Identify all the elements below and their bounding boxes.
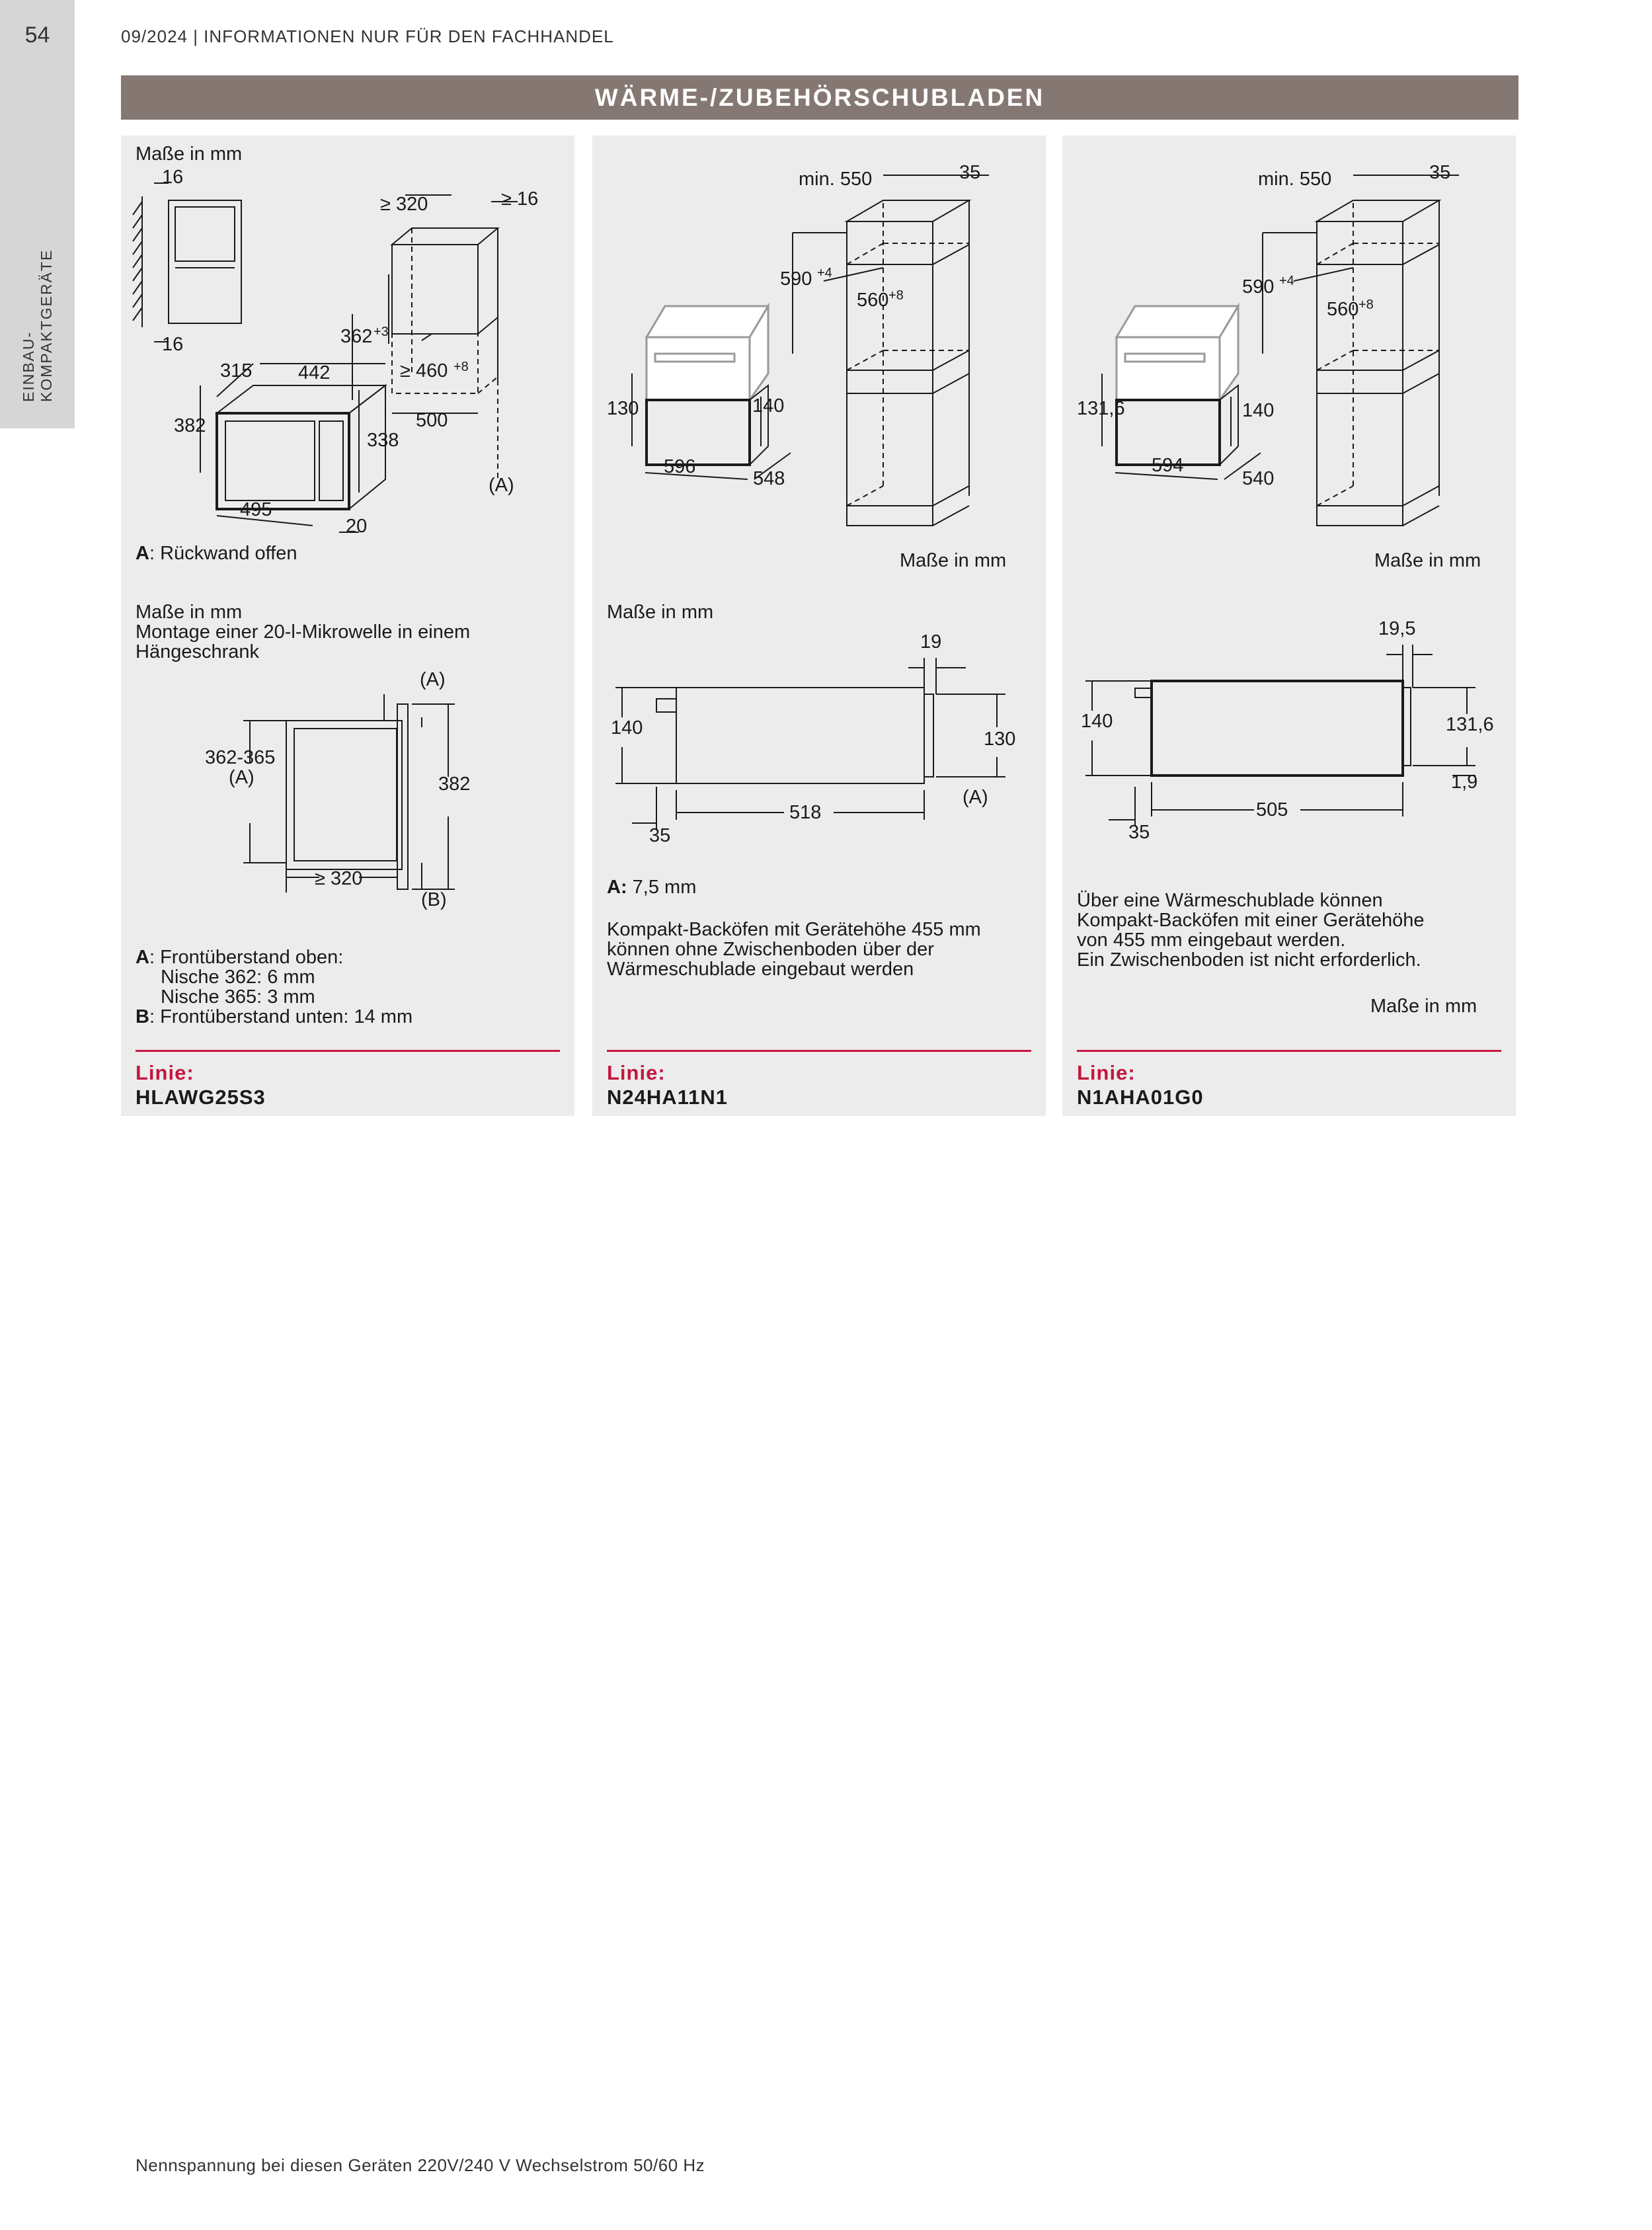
note-text-b: : Frontüberstand unten: 14 mm	[149, 1006, 413, 1027]
section-title: WÄRME-/ZUBEHÖRSCHUBLADEN	[121, 75, 1518, 120]
note-niche-365: Nische 365: 3 mm	[161, 986, 315, 1008]
dim-35-side: 35	[649, 825, 671, 846]
dim-label-16c: ≥ 16	[501, 188, 539, 210]
linie-label: Linie:	[1077, 1061, 1136, 1084]
product-panel-n1aha01g0	[1062, 136, 1516, 1116]
page-number: 54	[24, 22, 50, 48]
dim-560-sup: +8	[1358, 298, 1374, 312]
dim-label-320-b: ≥ 320	[315, 868, 363, 889]
dim-560: 560	[857, 290, 889, 311]
caption-masse-top: Maße in mm	[900, 550, 1007, 571]
dim-596: 596	[664, 456, 696, 477]
note-b-front-bottom	[136, 1007, 413, 1027]
microwave-installation-drawing	[121, 136, 574, 1048]
note-a-key: A:	[607, 877, 627, 898]
dim-130: 130	[607, 398, 639, 419]
dim-35: 35	[1429, 162, 1451, 183]
dim-label-320: ≥ 320	[380, 194, 428, 215]
dim-560-sup: +8	[888, 288, 904, 303]
desc-line-3: von 455 mm eingebaut werden.	[1077, 930, 1346, 951]
caption-masse-top: Maße in mm	[1374, 550, 1481, 571]
dim-sup-362: +3	[374, 325, 389, 339]
dim-140-side: 140	[1081, 711, 1113, 732]
desc-line-2: Kompakt-Backöfen mit einer Gerätehöhe	[1077, 910, 1425, 931]
desc-line-1: Kompakt-Backöfen mit Gerätehöhe 455 mm	[607, 919, 981, 940]
dim-19-5: 19,5	[1378, 618, 1416, 639]
desc-line-2: können ohne Zwischenboden über der	[607, 939, 934, 960]
dim-sup-460: +8	[453, 360, 469, 374]
dim-label-362: 362	[340, 326, 373, 347]
second-caption-2: Montage einer 20-l-Mikrowelle in einem	[136, 621, 471, 643]
dim-label-442: 442	[298, 362, 331, 383]
dim-min-550: min. 550	[799, 169, 873, 190]
dim-590: 590	[1242, 276, 1275, 298]
dim-label-20: 20	[346, 516, 368, 537]
note-key-b: B	[136, 1006, 149, 1027]
model-number: HLAWG25S3	[136, 1086, 266, 1109]
side-label-line-1: EINBAU-	[20, 331, 37, 402]
note-a-rear	[136, 543, 297, 564]
dim-label-460: ≥ 460	[400, 360, 448, 381]
note-a-measure	[607, 877, 696, 898]
note-text-a: : Frontüberstand oben:	[149, 947, 344, 968]
caption-masse-second: Maße in mm	[607, 602, 714, 623]
model-number: N24HA11N1	[607, 1086, 728, 1109]
label-a-top: (A)	[420, 669, 446, 690]
product-panel-hlawg25s3	[121, 136, 574, 1116]
divider-line	[136, 1050, 560, 1052]
second-caption-3: Hängeschrank	[136, 641, 259, 662]
linie-label: Linie:	[136, 1061, 194, 1084]
dim-label-495: 495	[240, 499, 272, 520]
dim-label-16b: 16	[162, 334, 184, 355]
dim-518: 518	[789, 802, 822, 823]
label-a-niche: (A)	[229, 767, 255, 788]
desc-line-3: Wärmeschublade eingebaut werden	[607, 959, 914, 980]
dim-594: 594	[1152, 455, 1184, 476]
model-number: N1AHA01G0	[1077, 1086, 1204, 1109]
dim-label-338: 338	[367, 430, 399, 451]
note-a-text: : Rückwand offen	[149, 543, 297, 564]
note-a-text: 7,5 mm	[627, 877, 697, 898]
dim-19: 19	[920, 631, 942, 653]
desc-line-1: Über eine Wärmeschublade können	[1077, 890, 1383, 911]
page-footer: Nennspannung bei diesen Geräten 220V/240 V Wechselstrom 50/60 Hz	[136, 2155, 705, 2175]
note-a-key: A	[136, 543, 149, 564]
warming-drawer-installation-drawing	[592, 136, 1046, 1048]
note-a-front-top	[136, 947, 343, 968]
label-a-rear-open: (A)	[489, 475, 514, 496]
dim-560: 560	[1327, 299, 1359, 320]
dim-label-382: 382	[174, 415, 206, 436]
dim-min-550: min. 550	[1258, 169, 1332, 190]
caption-masse-bottom: Maße in mm	[1370, 996, 1477, 1017]
dim-label-362-365: 362-365	[205, 747, 276, 768]
dim-131-6: 131,6	[1077, 398, 1125, 419]
dim-35: 35	[959, 162, 981, 183]
dim-140: 140	[1242, 400, 1275, 421]
desc-line-4: Ein Zwischenboden ist nicht erforderlich.	[1077, 949, 1421, 971]
second-caption-1: Maße in mm	[136, 602, 243, 623]
dim-label-382-b: 382	[438, 774, 471, 795]
divider-line	[607, 1050, 1031, 1052]
dim-130-side: 130	[984, 729, 1016, 750]
note-key-a: A	[136, 947, 149, 968]
side-label-line-2: KOMPAKTGERÄTE	[38, 249, 55, 402]
dim-131-6-side: 131,6	[1446, 714, 1494, 735]
label-b-bottom: (B)	[421, 889, 447, 910]
dim-1-9: 1,9	[1451, 772, 1478, 793]
dim-label-315: 315	[220, 360, 253, 381]
dim-label-500: 500	[416, 410, 448, 431]
dim-590: 590	[780, 268, 812, 290]
dim-590-sup: +4	[1279, 274, 1294, 288]
dim-caption-top: Maße in mm	[136, 143, 243, 165]
dim-35-side: 35	[1128, 822, 1150, 843]
dim-548: 548	[753, 468, 785, 489]
dim-590-sup: +4	[817, 266, 832, 280]
dim-label-16a: 16	[162, 167, 184, 188]
note-niche-362: Nische 362: 6 mm	[161, 967, 315, 988]
dim-505: 505	[1256, 799, 1288, 820]
product-panel-n24ha11n1	[592, 136, 1046, 1116]
dim-540: 540	[1242, 468, 1275, 489]
linie-label: Linie:	[607, 1061, 666, 1084]
divider-line	[1077, 1050, 1501, 1052]
dim-140: 140	[752, 395, 785, 417]
dim-140-side: 140	[611, 717, 643, 738]
page-header: 09/2024 | INFORMATIONEN NUR FÜR DEN FACHHANDEL	[121, 26, 614, 46]
label-a-side: (A)	[963, 787, 988, 808]
